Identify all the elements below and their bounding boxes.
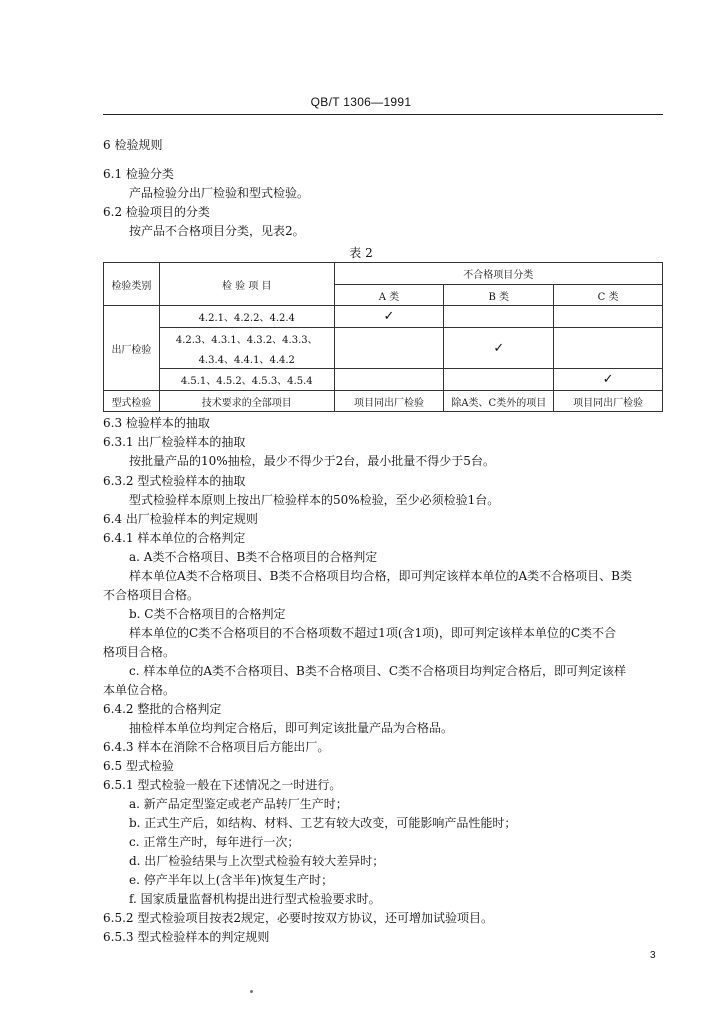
header-item: 检 验 项 目 [159, 263, 334, 306]
header-col-b: B 类 [444, 285, 554, 306]
list-item: a. 新产品定型鉴定或老产品转厂生产时； [129, 797, 348, 811]
list-item: c. 正常生产时，每年进行一次； [129, 835, 300, 849]
type-col-a: 项目同出厂检验 [334, 391, 444, 412]
section-6-4-2-text: 抽检样本单位均判定合格后，即可判定该批量产品为合格品。 [129, 721, 454, 735]
item-c-text-line2: 本单位合格。 [103, 683, 176, 697]
row2-items-line1: 4.2.3、4.3.1、4.3.2、4.3.3、 [175, 334, 318, 346]
row2-items-line2: 4.3.4、4.4.1、4.4.2 [198, 354, 295, 366]
check-mark-icon: ✓ [383, 309, 395, 324]
section-6-2-heading: 6.2 检验项目的分类 [103, 205, 210, 219]
table-caption: 表 2 [349, 246, 373, 260]
item-a-text-line2: 不合格项目合格。 [103, 588, 200, 602]
section-6-3-heading: 6.3 检验样本的抽取 [103, 416, 210, 430]
header-rule [103, 114, 663, 115]
section-6-5-1-heading: 6.5.1 型式检验一般在下述情况之一时进行。 [103, 778, 342, 792]
factory-inspection-label: 出厂检验 [104, 306, 160, 391]
header-group: 不合格项目分类 [334, 263, 662, 285]
item-c-text-line1: c. 样本单位的A类不合格项目、B类不合格项目、C类不合格项目均判定合格后，即可判定该样 [129, 664, 627, 678]
scan-speck [250, 990, 253, 993]
section-6-1-text: 产品检验分出厂检验和型式检验。 [129, 186, 310, 200]
header-col-a: A 类 [334, 285, 444, 306]
section-6-5-3-heading: 6.5.3 型式检验样本的判定规则 [103, 930, 270, 944]
type-items: 技术要求的全部项目 [159, 391, 334, 412]
item-b-title: b. C类不合格项目的合格判定 [129, 607, 286, 621]
list-item: e. 停产半年以上(含半年)恢复生产时； [129, 873, 334, 887]
section-6-3-2-heading: 6.3.2 型式检验样本的抽取 [103, 474, 246, 488]
section-6-heading: 6 检验规则 [103, 138, 163, 152]
section-6-4-1-heading: 6.4.1 样本单位的合格判定 [103, 531, 246, 545]
section-6-3-1-text: 按批量产品的10%抽检，最少不得少于2台，最小批量不得少于5台。 [129, 454, 495, 468]
row1-items: 4.2.1、4.2.2、4.2.4 [159, 306, 334, 328]
item-a-text-line1: 样本单位A类不合格项目、B类不合格项目均合格，即可判定该样本单位的A类不合格项目、B类 [129, 569, 632, 583]
type-inspection-label: 型式检验 [104, 391, 160, 412]
type-col-b: 除A类、C类外的项目 [444, 391, 554, 412]
header-category: 检验类别 [104, 263, 160, 306]
section-6-2-text: 按产品不合格项目分类，见表2。 [129, 224, 305, 238]
check-mark-icon: ✓ [602, 372, 614, 387]
item-a-title: a. A类不合格项目、B类不合格项目的合格判定 [129, 550, 378, 564]
item-b-text-line2: 格项目合格。 [103, 645, 176, 659]
inspection-table [103, 262, 663, 412]
section-6-5-2-heading: 6.5.2 型式检验项目按表2规定，必要时按双方协议，还可增加试验项目。 [103, 911, 493, 925]
section-6-1-heading: 6.1 检验分类 [103, 167, 174, 181]
section-6-5-heading: 6.5 型式检验 [103, 759, 174, 773]
section-6-3-1-heading: 6.3.1 出厂检验样本的抽取 [103, 435, 246, 449]
section-6-3-2-text: 型式检验样本原则上按出厂检验样本的50%检验，至少必须检验1台。 [129, 493, 500, 507]
row3-items: 4.5.1、4.5.2、4.5.3、4.5.4 [159, 369, 334, 391]
list-item: b. 正式生产后，如结构、材料、工艺有较大改变，可能影响产品性能时； [129, 816, 517, 830]
header-col-c: C 类 [554, 285, 663, 306]
standard-code-header: QB/T 1306—1991 [310, 95, 412, 109]
item-b-text-line1: 样本单位的C类不合格项目的不合格项数不超过1项(含1项)，即可判定该样本单位的C类不合 [129, 626, 616, 640]
section-6-4-3-heading: 6.4.3 样本在消除不合格项目后方能出厂。 [103, 740, 330, 754]
row2-items [159, 328, 334, 369]
list-item: f. 国家质量监督机构提出进行型式检验要求时。 [129, 892, 381, 906]
list-item: d. 出厂检验结果与上次型式检验有较大差异时； [129, 854, 385, 868]
section-6-4-2-heading: 6.4.2 整批的合格判定 [103, 702, 222, 716]
check-mark-icon: ✓ [493, 340, 505, 356]
page-number: 3 [650, 950, 656, 961]
type-col-c: 项目同出厂检验 [554, 391, 663, 412]
section-6-4-heading: 6.4 出厂检验样本的判定规则 [103, 512, 258, 526]
